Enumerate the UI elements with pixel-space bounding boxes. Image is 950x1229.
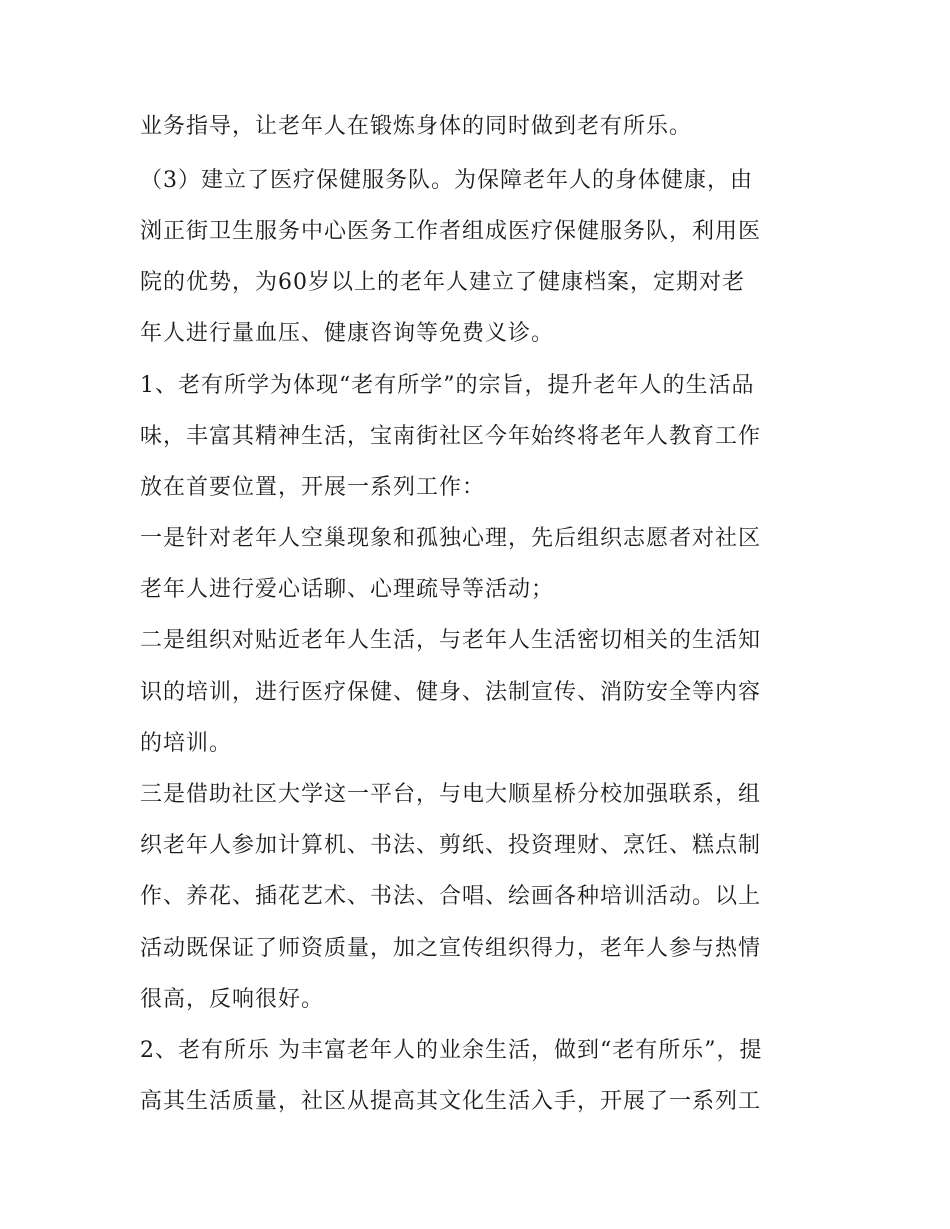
text-line: 浏正街卫生服务中心医务工作者组成医疗保健服务队，利用医 (140, 219, 762, 244)
text-line: 的培训。 (140, 731, 233, 756)
text-line: 年人进行量血压、健康咨询等免费义诊。 (140, 321, 555, 346)
text-line: 2、老有所乐 为丰富老年人的业余生活，做到“老有所乐”，提 (140, 1038, 763, 1063)
text-line: 作、养花、插花艺术、书法、合唱、绘画各种培训活动。以上 (140, 884, 762, 909)
text-line: 高其生活质量，社区从提高其文化生活入手，开展了一系列工 (140, 1089, 762, 1114)
text-line: 活动既保证了师资质量，加之宣传组织得力，老年人参与热情 (140, 936, 762, 961)
text-line: 业务指导，让老年人在锻炼身体的同时做到老有所乐。 (140, 114, 693, 139)
text-line: 三是借助社区大学这一平台，与电大顺星桥分校加强联系，组 (140, 782, 762, 807)
text-line: （3）建立了医疗保健服务队。为保障老年人的身体健康，由 (140, 168, 753, 193)
text-line: 织老年人参加计算机、书法、剪纸、投资理财、烹饪、糕点制 (140, 833, 762, 858)
text-line: 很高，反响很好。 (140, 987, 325, 1012)
text-line: 味，丰富其精神生活，宝南街社区今年始终将老年人教育工作 (140, 424, 762, 449)
text-line: 识的培训，进行医疗保健、健身、法制宣传、消防安全等内容 (140, 680, 762, 705)
text-line: 1、老有所学为体现“老有所学”的宗旨，提升老年人的生活品 (140, 373, 755, 398)
text-line: 放在首要位置，开展一系列工作： (140, 475, 486, 500)
text-line: 二是组织对贴近老年人生活，与老年人生活密切相关的生活知 (140, 628, 762, 653)
text-line: 一是针对老年人空巢现象和孤独心理，先后组织志愿者对社区 (140, 526, 762, 551)
text-line: 院的优势，为60岁以上的老年人建立了健康档案，定期对老 (140, 270, 745, 295)
text-line: 老年人进行爱心话聊、心理疏导等活动； (140, 577, 555, 602)
